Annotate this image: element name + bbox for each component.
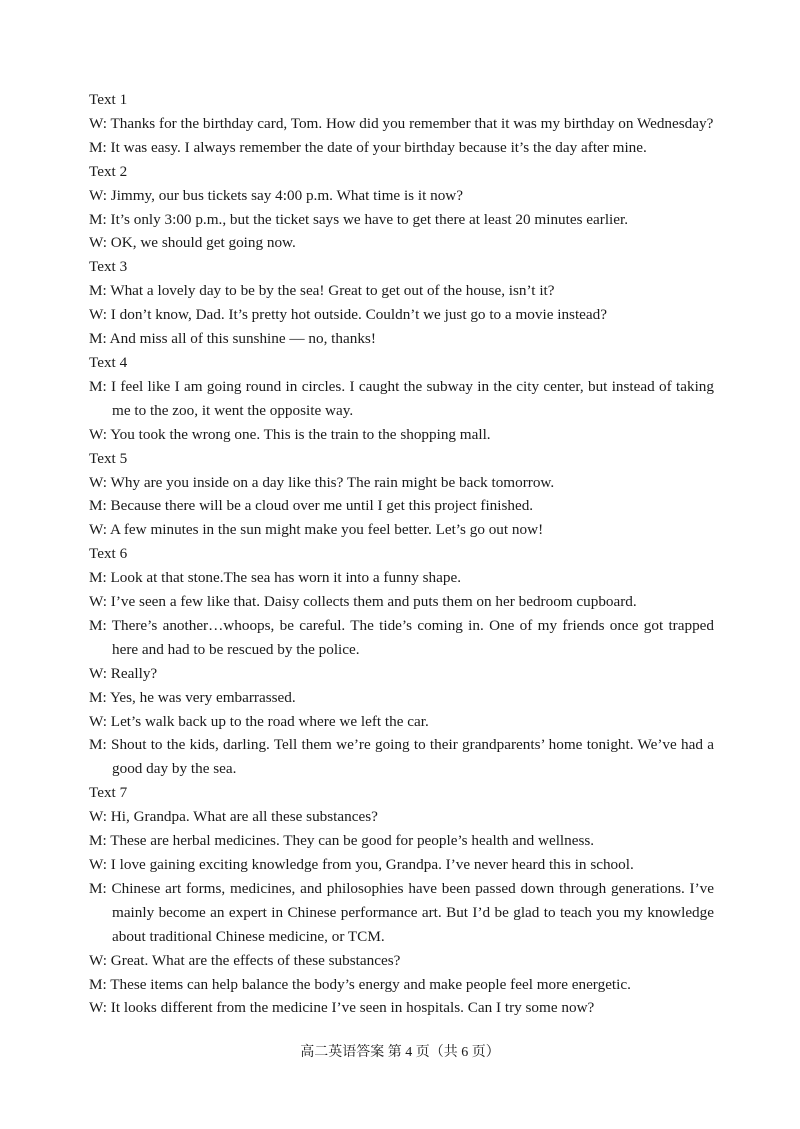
dialogue-line: M: These are herbal medicines. They can be good for people’s health and wellness. bbox=[89, 832, 595, 850]
dialogue-line: M: Because there will be a cloud over me until I get this project finished. bbox=[89, 497, 534, 515]
dialogue-line: M: What a lovely day to be by the sea! Great to get out of the house, isn’t it? bbox=[89, 282, 555, 300]
dialogue-line: M: Yes, he was very embarrassed. bbox=[89, 688, 296, 706]
dialogue-line: W: Really? bbox=[89, 664, 158, 682]
section-heading: Text 1 bbox=[89, 91, 128, 108]
section-heading: Text 2 bbox=[89, 162, 128, 180]
dialogue-line: W: It looks different from the medicine I’ve seen in hospitals. Can I try some now? bbox=[89, 999, 595, 1017]
dialogue-line: W: I’ve seen a few like that. Daisy collects them and puts them on her bedroom cupboard. bbox=[89, 593, 637, 611]
dialogue-line: M: Chinese art forms, medicines, and philosophies have been passed down through generations. I’ve mainly become an expert in Chinese performance art. But I’d be glad to teach you my knowledge about traditional Chinese medicine, or TCM. bbox=[89, 879, 714, 945]
dialogue-line: W: Great. What are the effects of these substances? bbox=[89, 951, 401, 969]
section-heading: Text 3 bbox=[89, 258, 128, 276]
dialogue-line: M: And miss all of this sunshine — no, thanks! bbox=[89, 330, 376, 348]
section-heading: Text 4 bbox=[89, 353, 128, 371]
dialogue-line: W: A few minutes in the sun might make you feel better. Let’s go out now! bbox=[89, 521, 544, 539]
section-heading: Text 6 bbox=[89, 545, 128, 563]
dialogue-line: W: I don’t know, Dad. It’s pretty hot outside. Couldn’t we just go to a movie instead? bbox=[89, 306, 607, 324]
dialogue-line: W: I love gaining exciting knowledge from you, Grandpa. I’ve never heard this in school. bbox=[89, 856, 634, 873]
dialogue-line: M: I feel like I am going round in circles. I caught the subway in the city center, but instead of taking me to the zoo, it went the opposite way. bbox=[89, 377, 714, 419]
transcript-page bbox=[89, 88, 714, 1020]
dialogue-line: M: Look at that stone.The sea has worn it into a funny shape. bbox=[89, 569, 462, 587]
dialogue-line: W: Thanks for the birthday card, Tom. How did you remember that it was my birthday on Wednesday? bbox=[89, 114, 714, 132]
page-footer: 高二英语答案 第 4 页（共 6 页） bbox=[300, 1045, 500, 1060]
section-heading: Text 5 bbox=[89, 449, 128, 467]
dialogue-line: W: OK, we should get going now. bbox=[89, 234, 296, 252]
dialogue-line: W: Let’s walk back up to the road where we left the car. bbox=[89, 712, 429, 730]
dialogue-line: M: These items can help balance the body’s energy and make people feel more energetic. bbox=[89, 975, 631, 993]
dialogue-line: W: Hi, Grandpa. What are all these substances? bbox=[89, 808, 378, 826]
dialogue-line: W: Why are you inside on a day like this? The rain might be back tomorrow. bbox=[89, 473, 555, 491]
section-heading: Text 7 bbox=[89, 784, 128, 802]
dialogue-line: M: It was easy. I always remember the date of your birthday because it’s the day after mine. bbox=[89, 138, 647, 156]
dialogue-line: M: Shout to the kids, darling. Tell them we’re going to their grandparents’ home tonight. We’ve had a good day by the sea. bbox=[89, 736, 714, 778]
dialogue-line: M: It’s only 3:00 p.m., but the ticket says we have to get there at least 20 minutes earlier. bbox=[89, 210, 629, 228]
dialogue-line: W: You took the wrong one. This is the train to the shopping mall. bbox=[89, 425, 491, 443]
dialogue-line: W: Jimmy, our bus tickets say 4:00 p.m. What time is it now? bbox=[89, 186, 464, 204]
dialogue-line: M: There’s another…whoops, be careful. The tide’s coming in. One of my friends once got trapped here and had to be rescued by the police. bbox=[89, 616, 714, 658]
